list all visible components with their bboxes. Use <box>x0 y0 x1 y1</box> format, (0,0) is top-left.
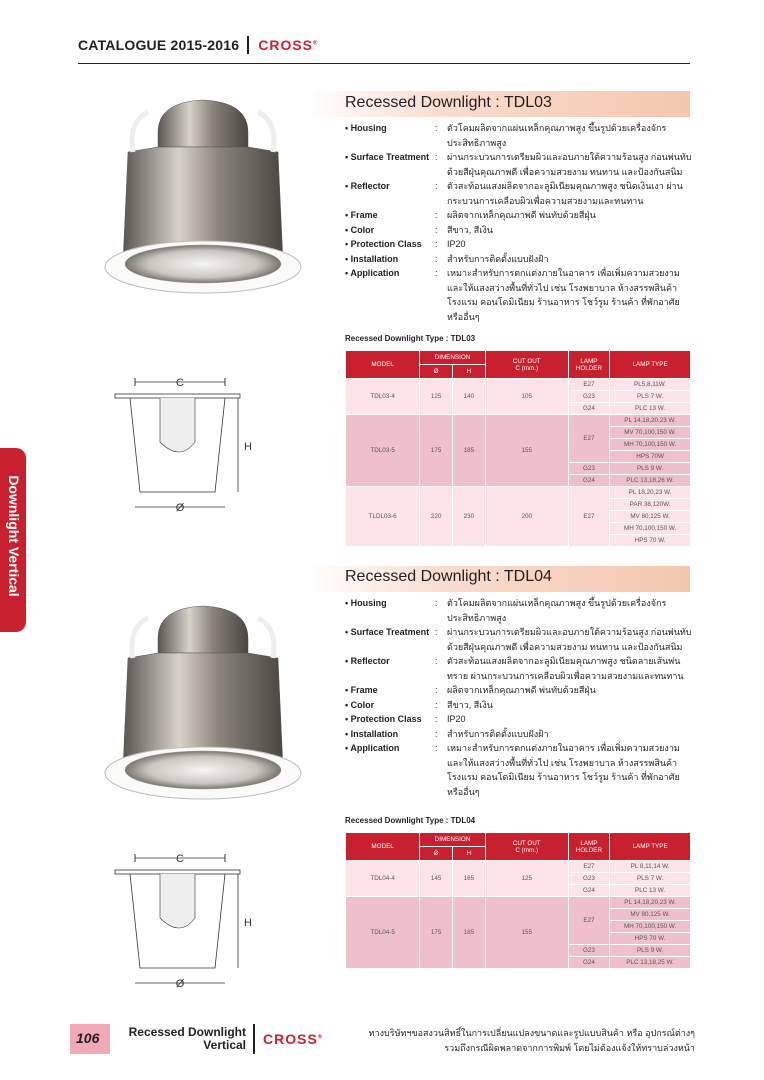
cell-holder: G24 <box>568 957 609 969</box>
cell-lamp-type: MH 70,100,150 W. <box>610 921 691 933</box>
spec-key: • Reflector <box>345 181 390 191</box>
spec-row <box>345 237 695 252</box>
cell-dia: 145 <box>420 861 453 897</box>
cell-lamp-type: PL 18,20,23 W. <box>610 487 691 499</box>
cell-lamp-type: MV 80,125 W. <box>610 909 691 921</box>
cell-lamp-type: PLS 9 W. <box>610 463 691 475</box>
header-rule <box>78 63 690 64</box>
footer-title-line2: Vertical <box>203 1038 246 1052</box>
cell-dia: 175 <box>420 897 453 969</box>
spec-value: เหมาะสำหรับการตกแต่งภายในอาคาร เพื่อเพิ่มความสวยงามและให้แสงสว่างพื้นที่ทั่วไป เช่น โรงพยาบาล ห้างสรรพสินค้า โรงแรม คอนโดมิเนียม ร้านอาหาร โชว์รูม ร้านค้า ที่พักอาศัย หรืออื่นๆ <box>447 743 680 797</box>
th-cutout: CUT OUT C (mm.) <box>485 833 568 861</box>
dimension-c-label: C <box>176 377 184 389</box>
spec-colon: : <box>435 268 438 278</box>
cell-holder: E27 <box>568 415 609 463</box>
spec-value: ตัวโคมผลิตจากแผ่นเหล็กคุณภาพสูง ขึ้นรูปด้วยเครื่องจักรประสิทธิภาพสูง <box>447 123 667 148</box>
spec-key: • Protection Class <box>345 239 422 249</box>
spec-row <box>345 712 695 727</box>
spec-value: สีขาว, สีเงิน <box>447 224 493 235</box>
spec-value: IP20 <box>447 239 466 249</box>
cell-cutout: 200 <box>485 487 568 547</box>
spec-colon: : <box>435 598 438 608</box>
table-row <box>346 861 691 873</box>
spec-list <box>345 121 695 324</box>
spec-row <box>345 727 695 742</box>
cell-model: TDL04-4 <box>346 861 420 897</box>
cell-lamp-type: PLC 13 W. <box>610 885 691 897</box>
header-divider <box>247 36 249 54</box>
cell-lamp-type: PLC 13 W. <box>610 403 691 415</box>
spec-colon: : <box>435 743 438 753</box>
cell-dia: 175 <box>420 415 453 487</box>
spec-row <box>345 596 695 625</box>
cell-dia: 125 <box>420 379 453 415</box>
spec-colon: : <box>435 152 438 162</box>
dimension-h-label: H <box>244 917 252 929</box>
footer-title <box>126 1026 246 1052</box>
spec-colon: : <box>435 685 438 695</box>
footer-disclaimer <box>360 1026 695 1056</box>
cell-cutout: 155 <box>485 897 568 969</box>
page-header <box>78 36 319 54</box>
spec-key: • Housing <box>345 598 387 608</box>
spec-row <box>345 121 695 150</box>
cell-model: TLDL03-6 <box>346 487 420 547</box>
th-dia: Ø <box>420 847 453 861</box>
cell-lamp-type: MV 80,125 W. <box>610 511 691 523</box>
disclaimer-line1: ทางบริษัทฯขอสงวนสิทธิ์ในการเปลี่ยนแปลงขนาดและรูปแบบสินค้า หรือ อุปกรณ์ต่างๆ <box>368 1028 695 1038</box>
spec-key: • Frame <box>345 210 378 220</box>
footer-title-line1: Recessed Downlight <box>128 1025 246 1039</box>
th-h: H <box>452 365 485 379</box>
th-lamp-type: LAMP TYPE <box>610 833 691 861</box>
table-row <box>346 487 691 499</box>
spec-key: • Protection Class <box>345 714 422 724</box>
cell-lamp-type: PLS 9 W. <box>610 945 691 957</box>
th-lamp-type: LAMP TYPE <box>610 351 691 379</box>
cell-model: TDL04-5 <box>346 897 420 969</box>
dimension-dia-label: Ø <box>175 978 185 990</box>
spec-value: ตัวโคมผลิตจากแผ่นเหล็กคุณภาพสูง ขึ้นรูปด้วยเครื่องจักรประสิทธิภาพสูง <box>447 598 667 623</box>
spec-key: • Color <box>345 224 375 235</box>
cell-model: TDL03-4 <box>346 379 420 415</box>
spec-value: IP20 <box>447 714 466 724</box>
spec-key: • Color <box>345 699 375 710</box>
dimension-drawing <box>110 848 260 1003</box>
spec-row <box>345 625 695 654</box>
spec-key: • Application <box>345 743 400 753</box>
cell-lamp-type: PLC 13,18,26 W. <box>610 475 691 487</box>
product-photo <box>88 598 318 808</box>
registered-mark: ® <box>313 40 319 47</box>
cell-h: 140 <box>452 379 485 415</box>
cell-lamp-type: PLC 13,18,25 W. <box>610 957 691 969</box>
spec-value: ผลิตจากเหล็กคุณภาพดี พ่นทับด้วยสีฝุ่น <box>447 210 596 220</box>
footer-divider <box>253 1024 255 1054</box>
cell-lamp-type: HPS 70 W. <box>610 933 691 945</box>
side-tab <box>0 448 26 632</box>
brand-logo-text: CROSS <box>258 37 314 53</box>
th-cutout: CUT OUT C (mm.) <box>485 351 568 379</box>
page-number: 106 <box>70 1024 110 1054</box>
spec-row <box>345 266 695 324</box>
spec-colon: : <box>435 239 438 249</box>
spec-key: • Surface Treatment <box>345 152 430 162</box>
cell-cutout: 105 <box>485 379 568 415</box>
cell-lamp-type: PAR 38,120W. <box>610 499 691 511</box>
table-row <box>346 415 691 427</box>
cell-h: 185 <box>452 415 485 487</box>
catalogue-title: CATALOGUE 2015-2016 <box>78 37 240 53</box>
spec-key: • Housing <box>345 123 387 133</box>
cell-lamp-type: PL 14,18,20,23 W. <box>610 897 691 909</box>
th-model: MODEL <box>346 833 420 861</box>
th-h: H <box>452 847 485 861</box>
cell-lamp-type: MH 70,100,150 W. <box>610 439 691 451</box>
cell-holder: G23 <box>568 873 609 885</box>
spec-row <box>345 208 695 223</box>
th-lamp-holder: LAMP HOLDER <box>568 351 609 379</box>
spec-value: ผ่านกระบวนการเตรียมผิวและอบภายใต้ความร้อนสูง ก่อนพ่นทับด้วยสีฝุ่นคุณภาพดี เพื่อความสวยงาม ทนทาน และป้องกันสนิม <box>447 152 692 177</box>
spec-colon: : <box>435 656 438 666</box>
spec-colon: : <box>435 123 438 133</box>
spec-row <box>345 252 695 267</box>
th-dia: Ø <box>420 365 453 379</box>
product-photo <box>88 92 318 302</box>
dimension-dia-label: Ø <box>175 502 185 514</box>
dimension-drawing <box>110 372 260 527</box>
th-dimension: DIMENSION <box>420 351 486 365</box>
cell-holder: G24 <box>568 885 609 897</box>
section-title: Recessed Downlight : TDL04 <box>345 568 552 585</box>
dimension-c-label: C <box>176 853 184 865</box>
table-title: Recessed Downlight Type : TDL04 <box>345 816 476 825</box>
cell-lamp-type: MH 70,100,150 W. <box>610 523 691 535</box>
cell-h: 185 <box>452 897 485 969</box>
cell-holder: G23 <box>568 391 609 403</box>
spec-colon: : <box>435 224 438 235</box>
cell-holder: E27 <box>568 897 609 945</box>
spec-value: สีขาว, สีเงิน <box>447 699 493 710</box>
cell-lamp-type: PLS 7 W. <box>610 873 691 885</box>
spec-list <box>345 596 695 799</box>
th-lamp-holder: LAMP HOLDER <box>568 833 609 861</box>
spec-table <box>345 350 691 547</box>
cell-holder: E27 <box>568 861 609 873</box>
cell-lamp-type: MV 70,100,150 W. <box>610 427 691 439</box>
cell-model: TDL03-5 <box>346 415 420 487</box>
spec-colon: : <box>435 714 438 724</box>
cell-lamp-type: HPS 70W <box>610 451 691 463</box>
side-tab-label: Downlight Vertical <box>6 475 22 597</box>
cell-holder: G23 <box>568 945 609 957</box>
table-row <box>346 379 691 391</box>
cell-lamp-type: PL5,8,11W. <box>610 379 691 391</box>
spec-row <box>345 179 695 208</box>
brand-logo <box>257 36 319 54</box>
spec-key: • Installation <box>345 728 399 739</box>
spec-colon: : <box>435 699 438 710</box>
spec-value: ตัวสะท้อนแสงผลิตจากอะลูมิเนียมคุณภาพสูง ชนิดลายเส้นพ่นทราย ผ่านกระบวนการเคลือบผิวเพื่อความสวยงามและทนทาน <box>447 656 684 681</box>
footer-registered-mark: ® <box>317 1034 324 1041</box>
cell-holder: E27 <box>568 379 609 391</box>
spec-table <box>345 832 691 969</box>
cell-holder: G24 <box>568 403 609 415</box>
spec-value: สำหรับการติดตั้งแบบฝังฝ้า <box>447 728 549 739</box>
spec-row <box>345 223 695 238</box>
spec-value: ตัวสะท้อนแสงผลิตจากอะลูมิเนียมคุณภาพสูง ชนิดเงินเงา ผ่านกระบวนการเคลือบผิวเพื่อความสวยงามและทนทาน <box>447 181 683 206</box>
cell-lamp-type: HPS 70 W. <box>610 535 691 547</box>
section-title: Recessed Downlight : TDL03 <box>345 94 552 111</box>
spec-row <box>345 150 695 179</box>
cell-holder: G24 <box>568 475 609 487</box>
spec-row <box>345 698 695 713</box>
dimension-h-label: H <box>244 441 252 453</box>
disclaimer-line2: รวมถึงกรณีผิดพลาดจากการพิมพ์ โดยไม่ต้องแจ้งให้ทราบล่วงหน้า <box>444 1043 695 1053</box>
cell-lamp-type: PLS 7 W. <box>610 391 691 403</box>
spec-key: • Surface Treatment <box>345 627 430 637</box>
cell-holder: E27 <box>568 487 609 547</box>
cell-lamp-type: PL 8,11,14 W. <box>610 861 691 873</box>
cell-lamp-type: PL 14,18,20,23 W. <box>610 415 691 427</box>
spec-colon: : <box>435 210 438 220</box>
table-title: Recessed Downlight Type : TDL03 <box>345 334 476 343</box>
table-row <box>346 897 691 909</box>
footer-brand-logo <box>262 1030 324 1048</box>
spec-row <box>345 683 695 698</box>
cell-h: 165 <box>452 861 485 897</box>
cell-cutout: 155 <box>485 415 568 487</box>
spec-row <box>345 741 695 799</box>
spec-value: ผ่านกระบวนการเตรียมผิวและอบภายใต้ความร้อนสูง ก่อนพ่นทับด้วยสีฝุ่นคุณภาพดี เพื่อความสวยงาม ทนทาน และป้องกันสนิม <box>447 627 692 652</box>
spec-key: • Installation <box>345 253 399 264</box>
spec-key: • Reflector <box>345 656 390 666</box>
cell-h: 230 <box>452 487 485 547</box>
spec-colon: : <box>435 253 438 264</box>
th-model: MODEL <box>346 351 420 379</box>
spec-colon: : <box>435 181 438 191</box>
spec-colon: : <box>435 627 438 637</box>
footer-brand-text: CROSS <box>263 1031 318 1047</box>
cell-holder: G23 <box>568 463 609 475</box>
cell-cutout: 125 <box>485 861 568 897</box>
cell-dia: 220 <box>420 487 453 547</box>
spec-key: • Application <box>345 268 400 278</box>
spec-value: ผลิตจากเหล็กคุณภาพดี พ่นทับด้วยสีฝุ่น <box>447 685 596 695</box>
spec-row <box>345 654 695 683</box>
spec-value: สำหรับการติดตั้งแบบฝังฝ้า <box>447 253 549 264</box>
spec-key: • Frame <box>345 685 378 695</box>
spec-value: เหมาะสำหรับการตกแต่งภายในอาคาร เพื่อเพิ่มความสวยงามและให้แสงสว่างพื้นที่ทั่วไป เช่น โรงพยาบาล ห้างสรรพสินค้า โรงแรม คอนโดมิเนียม ร้านอาหาร โชว์รูม ร้านค้า ที่พักอาศัย หรืออื่นๆ <box>447 268 680 322</box>
spec-colon: : <box>435 728 438 739</box>
th-dimension: DIMENSION <box>420 833 486 847</box>
